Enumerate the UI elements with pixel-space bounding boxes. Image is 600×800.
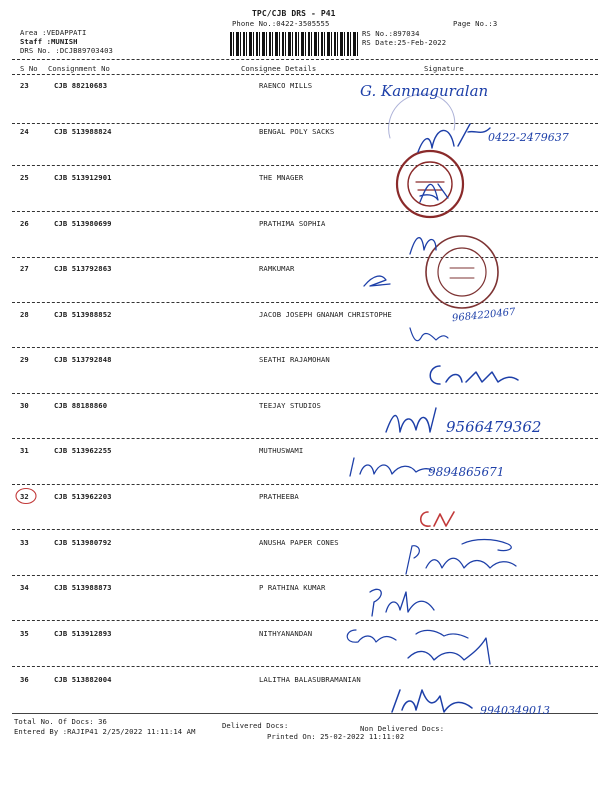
handwritten-phone-30: 9566479362 — [446, 418, 542, 436]
signature-28 — [404, 322, 452, 350]
row-consignment: CJB 513962255 — [54, 446, 112, 455]
row-divider — [12, 438, 598, 439]
row-sno: 28 — [20, 310, 29, 319]
row-divider — [12, 393, 598, 394]
signature-35 — [340, 624, 500, 680]
row-consignee: RAENCO MILLS — [259, 81, 313, 90]
printed-on: Printed On: 25-02-2022 11:11:02 — [267, 732, 405, 741]
row-consignment: CJB 88210683 — [54, 81, 108, 90]
row-consignee: LALITHA BALASUBRAMANIAN — [259, 675, 361, 684]
signature-27 — [360, 270, 396, 292]
row-sno: 34 — [20, 583, 29, 592]
sheet-title: TPC/CJB DRS - P41 — [252, 9, 336, 18]
row-consignment: CJB 513988873 — [54, 583, 112, 592]
col-consignment: Consignment No — [48, 64, 110, 73]
row-divider — [12, 211, 598, 212]
table-row — [0, 264, 600, 310]
handwritten-phone-31: 9894865671 — [428, 465, 505, 479]
row-consignment: CJB 513792863 — [54, 264, 112, 273]
table-row — [0, 81, 600, 127]
table-row — [0, 219, 600, 265]
row-consignee: MUTHUSWAMI — [259, 446, 304, 455]
row-consignee: PRATHIMA SOPHIA — [259, 219, 326, 228]
row-consignment: CJB 513912893 — [54, 629, 112, 638]
handwritten-phone-36: 9940349013 — [480, 704, 550, 717]
barcode — [230, 32, 358, 56]
signature-32 — [414, 506, 458, 532]
signature-34 — [364, 582, 444, 622]
delivered-docs: Delivered Docs: — [222, 721, 289, 730]
row-consignment: CJB 88188860 — [54, 401, 108, 410]
row-sno: 24 — [20, 127, 29, 136]
row-sno: 30 — [20, 401, 29, 410]
row-divider — [12, 123, 598, 124]
row-consignee: P RATHINA KUMAR — [259, 583, 326, 592]
circle-mark-32 — [14, 486, 40, 506]
row-sno: 27 — [20, 264, 29, 273]
row-sno: 35 — [20, 629, 29, 638]
table-row — [0, 446, 600, 492]
columns-divider — [12, 74, 598, 75]
table-row — [0, 492, 600, 538]
row-sno: 33 — [20, 538, 29, 547]
row-consignee: RAMKUMAR — [259, 264, 295, 273]
row-consignee: BENGAL POLY SACKS — [259, 127, 335, 136]
rs-number: RS No.:897034 — [362, 29, 420, 38]
row-divider — [12, 302, 598, 303]
row-consignee: PRATHEEBA — [259, 492, 299, 501]
row-consignment: CJB 513980699 — [54, 219, 112, 228]
handwritten-phone-28: 9684220467 — [451, 306, 517, 325]
row-consignment: CJB 513792848 — [54, 355, 112, 364]
row-consignment: CJB 513962203 — [54, 492, 112, 501]
page-number: Page No.:3 — [453, 19, 498, 28]
row-consignee: NITHYANANDAN — [259, 629, 313, 638]
area-label: Area :VEDAPPATI — [20, 28, 87, 37]
row-divider — [12, 620, 598, 621]
header-divider — [12, 59, 598, 60]
non-delivered-docs: Non Delivered Docs: — [360, 724, 445, 733]
row-sno: 23 — [20, 81, 29, 90]
row-sno: 29 — [20, 355, 29, 364]
row-consignee: SEATHI RAJAMOHAN — [259, 355, 330, 364]
row-divider — [12, 666, 598, 667]
signature-23: G. Kannaguralan — [360, 82, 489, 100]
total-docs: Total No. Of Docs: 36 — [14, 717, 107, 726]
signature-24 — [410, 116, 500, 164]
row-sno: 26 — [20, 219, 29, 228]
table-row — [0, 629, 600, 675]
row-consignment: CJB 513988852 — [54, 310, 112, 319]
signature-25 — [414, 172, 454, 208]
row-consignee: TEEJAY STUDIOS — [259, 401, 321, 410]
handwritten-phone-24: 0422-2479637 — [488, 131, 569, 144]
row-consignee: JACOB JOSEPH GNANAM CHRISTOPHE — [259, 310, 392, 319]
col-signature: Signature — [424, 64, 464, 73]
row-consignment: CJB 513912901 — [54, 173, 112, 182]
row-sno: 25 — [20, 173, 29, 182]
signature-26 — [406, 226, 442, 260]
col-sno: S No — [20, 64, 38, 73]
signature-31 — [344, 450, 434, 482]
row-divider — [12, 165, 598, 166]
phone-number: Phone No.:0422-3505555 — [232, 19, 330, 28]
row-divider — [12, 257, 598, 258]
signature-30 — [382, 402, 444, 442]
row-consignment: CJB 513882004 — [54, 675, 112, 684]
row-consignment: CJB 513988824 — [54, 127, 112, 136]
row-divider — [12, 484, 598, 485]
rs-date: RS Date:25-Feb-2022 — [362, 38, 447, 47]
signature-36 — [386, 684, 486, 718]
row-divider — [12, 529, 598, 530]
staff-label: Staff :MUNISH — [20, 37, 78, 46]
drs-number: DRS No. :DCJB89703403 — [20, 46, 113, 55]
row-consignment: CJB 513980792 — [54, 538, 112, 547]
row-consignee: ANUSHA PAPER CONES — [259, 538, 339, 547]
row-sno: 32 — [20, 492, 29, 501]
signature-29 — [420, 358, 524, 392]
row-sno: 31 — [20, 446, 29, 455]
entered-by: Entered By :RAJIP41 2/25/2022 11:11:14 AM — [14, 727, 196, 736]
table-row — [0, 173, 600, 219]
row-consignee: THE MNAGER — [259, 173, 304, 182]
row-sno: 36 — [20, 675, 29, 684]
signature-33 — [398, 534, 528, 580]
table-row — [0, 583, 600, 629]
row-divider — [12, 347, 598, 348]
col-consignee: Consignee Details — [241, 64, 317, 73]
